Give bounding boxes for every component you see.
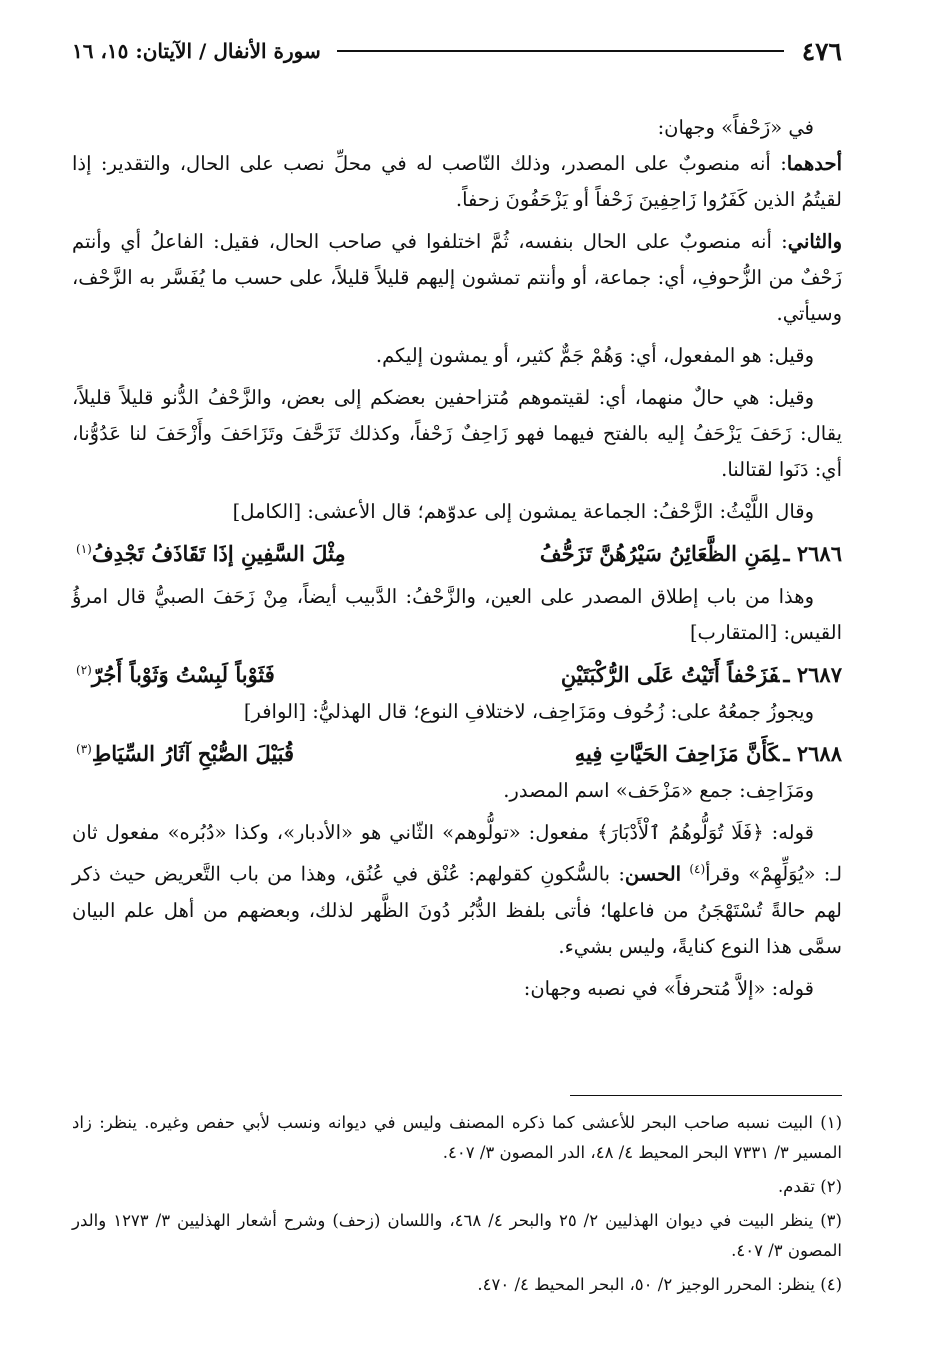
paragraph: ويجوزُ جمعُهُ على: زُحُوف ومَزَاحِف، لاختلافِ النوع؛ قال الهذليُّ: [الوافر] [243, 700, 814, 723]
term-bold: أحدهما [786, 152, 842, 175]
verse-hemistich-text: كَأَنَّ مَزَاحِفَ الحَيَّاتِ فِيهِ [574, 741, 780, 766]
verse-hemistich-text: مِثْلَ السَّفِينِ إذَا تَقَاذَفُ تَجْدِفُ [91, 541, 346, 566]
footnote-rule [570, 1095, 842, 1096]
verse-hemistich-text: فَزَحْفاً أَتَيْتُ عَلَى الرُّكْبَتَيْنِ [560, 662, 780, 687]
running-header [72, 34, 842, 68]
verse-hemistich-text: لِمَنِ الظَّعَائِنُ سَيْرُهُنَّ تَزَحُّفُ [539, 541, 780, 566]
verse-second-hemistich [76, 730, 294, 773]
paragraph: وقيل: هو المفعول، أي: وَهُمْ جَمٌّ كثير، أو يمشون إليكم. [375, 344, 814, 367]
verse-first-hemistich [540, 535, 842, 573]
verse-hemistich-text: فَثَوْباً لَبِسْتُ وَثَوْباً أَجُرّ [91, 662, 275, 687]
verse-first-hemistich [561, 656, 842, 694]
verse-number: ٢٦٨٦ ـ [783, 541, 842, 566]
paragraph: وقال اللَّيْثُ: الزَّحْفُ: الجماعة يمشون إلى عدوّهم؛ قال الأعشى: [الكامل] [232, 500, 814, 523]
header-rule [337, 50, 784, 52]
header-title: سورة الأنفال / الآيتان: ١٥، ١٦ [72, 39, 321, 63]
footnote: (٤) ينظر: المحرر الوجيز ٢/ ٥٠، البحر المحيط ٤/ ٤٧٠. [477, 1275, 842, 1294]
verse-second-hemistich [76, 651, 275, 694]
footnotes [72, 1108, 842, 1304]
main-text [72, 110, 842, 1007]
paragraph: في «زَحْفاً» وجهان: [657, 116, 814, 139]
verse-second-hemistich [76, 530, 346, 573]
paragraph: قوله: «إلاَّ مُتحرفاً» في نصبه وجهان: [523, 976, 814, 1000]
paragraph: وقيل: هي حالٌ منهما، أي: لقيتموهم مُتزاحفين بعضكم إلى بعض، والزَّحْفُ الدُّنو قليلاً قليلاً، يقال: زَحَفَ يَزْحَفُ إليه بالفتح فيهما فهو زَاحِفٌ زَحْفاً، وكذلك تَزَحَّفَ وتَزَاحَفَ وأَزْحَفَ لنا عَدُوُّنا، أي: دَنَوا لقتالنا. [72, 386, 842, 481]
paragraph [72, 146, 842, 218]
verse-hemistich-text: قُبَيْلَ الصُّبْحِ آثَارُ السِّيَاطِ [91, 741, 295, 766]
verse-first-hemistich [575, 735, 842, 773]
verse-2686 [72, 530, 842, 573]
term-bold: الحسن [624, 862, 682, 886]
footnote-ref: (١) [76, 542, 92, 556]
paragraph [72, 224, 842, 332]
footnote: (١) البيت نسبه صاحب البحر للأعشى كما ذكره المصنف وليس في ديوانه ونسب لأبي حفص وغيره. ينظر: زاد المسير ٣/ ٧٣٣١ البحر المحيط ٤/ ٤٨، الدر المصون ٣/ ٤٠٧. [72, 1113, 842, 1162]
verse-number: ٢٦٨٧ ـ [783, 662, 842, 687]
footnote-ref: (٤) [689, 862, 706, 876]
paragraph-text: : أنه منصوبٌ على المصدر، وذلك النّاصب له في محلِّ نصب على الحال، والتقدير: إذا لقيتُمُ الذين كَفَرُوا زَاحِفِينَ زَحْفاً أو يَزْحَفُونَ زحفاً. [72, 152, 842, 211]
paragraph-text: : أنه منصوبٌ على الحال بنفسه، ثُمَّ اختلفوا في صاحب الحال، فقيل: الفاعلُ أي وأنتم زَحْفٌ من الزُّحوفِ، أي: جماعة، أو وأنتم تمشون إليهم قليلاً قليلاً، على حسب ما يُفَسَّر به الزَّحْف، وسيأتي. [72, 230, 842, 325]
footnote-ref: (٢) [76, 663, 92, 677]
page-number: ٤٧٦ [801, 36, 842, 66]
verse-2687 [72, 651, 842, 694]
paragraph: وهذا من باب إطلاق المصدر على العين، والزَّحْفُ: الدَّبيب أيضاً، مِنْ زَحَفَ الصبيُّ قال امرؤُ القيس: [المتقارب] [72, 585, 842, 644]
paragraph-text: : بالسُّكونِ كقولهم: عُنْق في عُنُق، وهذا من باب التَّعريض حيث ذكر لهم حالةً تُسْتَهْجَنُ من فاعلها؛ فأتى بلفظ الدُّبُر دُونَ الظَّهر لذلك، وبعضهم من أهل علم البيان سمَّى هذا النوع كنايةً، وليس بشيء. [72, 862, 842, 958]
footnote-ref: (٣) [76, 742, 92, 756]
verse-2688 [72, 730, 842, 773]
footnote: (٢) تقدم. [777, 1177, 842, 1196]
term-bold: والثاني [787, 230, 842, 253]
paragraph: ومَزَاحِف: جمع «مَزْحَف» اسم المصدر. [503, 779, 814, 802]
paragraph [72, 815, 842, 965]
footnote: (٣) ينظر البيت في ديوان الهذليين ٢/ ٢٥ والبحر ٤/ ٤٦٨، واللسان (زحف) وشرح أشعار الهذليين ٣/ ١٢٧٣ والدر المصون ٣/ ٤٠٧. [72, 1211, 842, 1260]
paragraph-text: قوله: ﴿فَلَا تُوَلُّوهُمُ ٱلْأَدْبَارَ﴾ مفعول: «تولُّوهم» الثّاني هو «الأدبار»، وكذا «دُبُره» مفعول ثان لـ: «يُوَلِّهِمْ» وقرأ [72, 821, 843, 886]
verse-number: ٢٦٨٨ ـ [783, 741, 842, 766]
